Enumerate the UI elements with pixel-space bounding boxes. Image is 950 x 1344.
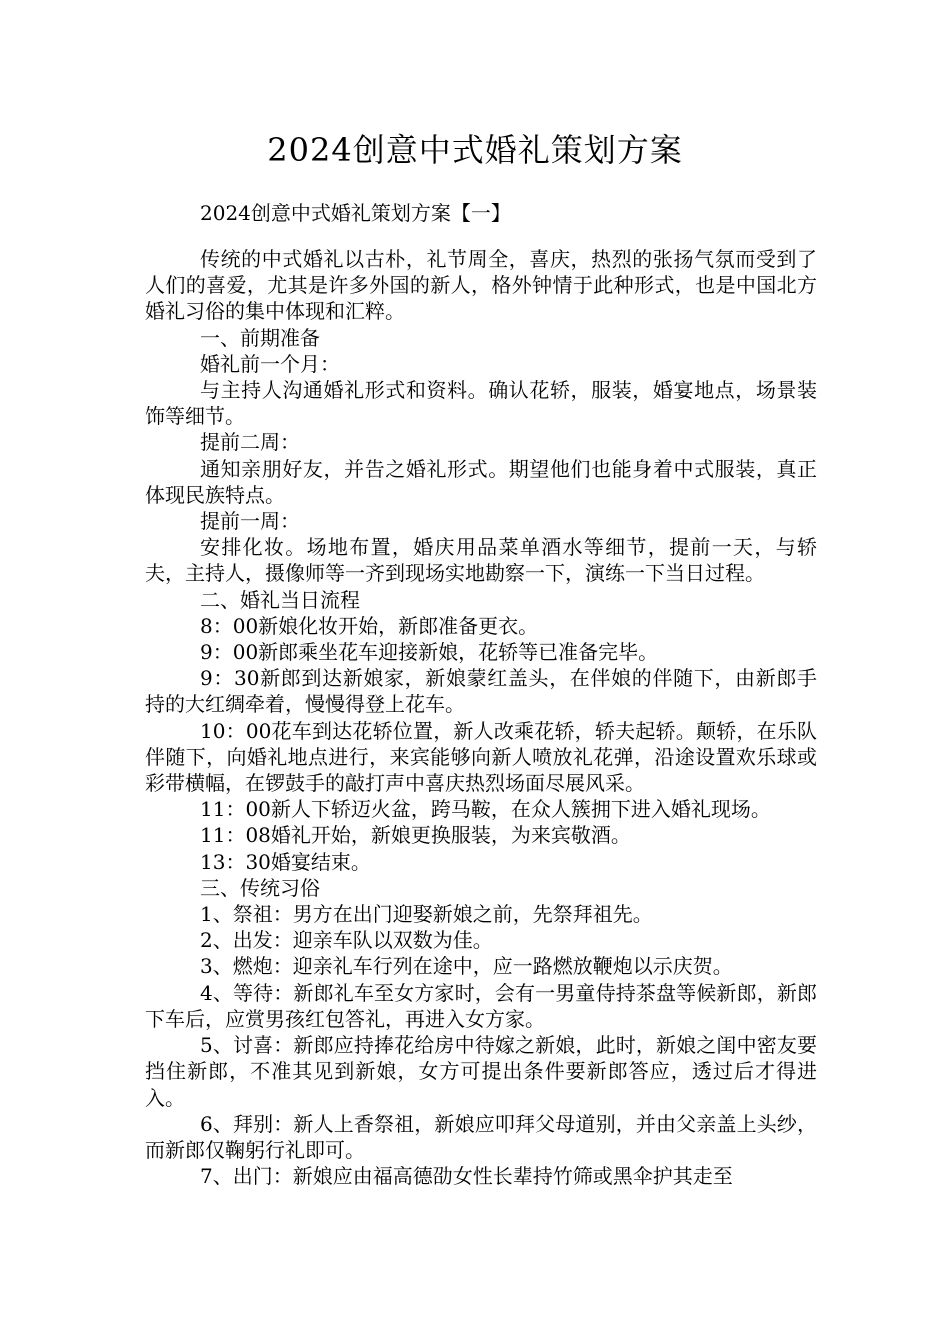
paragraph: 6、拜别：新人上香祭祖，新娘应叩拜父母道别，并由父亲盖上头纱，而新郎仅鞠躬行礼即可。 xyxy=(145,1111,817,1162)
paragraph: 10：00花车到达花轿位置，新人改乘花轿，轿夫起轿。颠轿，在乐队伴随下，向婚礼地点进行，来宾能够向新人喷放礼花弹，沿途设置欢乐球或彩带横幅，在锣鼓手的敲打声中喜庆热烈场面尽展风采。 xyxy=(145,718,817,796)
paragraph: 1、祭祖：男方在出门迎娶新娘之前，先祭拜祖先。 xyxy=(200,902,653,927)
paragraph: 3、燃炮：迎亲礼车行列在途中，应一路燃放鞭炮以示庆贺。 xyxy=(200,954,733,979)
paragraph: 提前一周： xyxy=(200,509,300,534)
paragraph: 11：08婚礼开始，新娘更换服装，为来宾敬酒。 xyxy=(200,823,631,848)
paragraph: 通知亲朋好友，并告之婚礼形式。期望他们也能身着中式服装，真正体现民族特点。 xyxy=(145,456,817,507)
paragraph: 安排化妆。场地布置，婚庆用品菜单酒水等细节，提前一天，与轿夫，主持人，摄像师等一齐到现场实地勘察一下，演练一下当日过程。 xyxy=(145,535,817,586)
paragraph: 8：00新娘化妆开始，新郎准备更衣。 xyxy=(200,613,539,638)
paragraph: 13：30婚宴结束。 xyxy=(200,849,371,874)
paragraph: 9：30新郎到达新娘家，新娘蒙红盖头，在伴娘的伴随下，由新郎手持的大红绸牵着，慢慢得登上花车。 xyxy=(145,666,817,717)
paragraph: 提前二周： xyxy=(200,430,300,455)
document-body xyxy=(145,246,817,1189)
paragraph: 9：00新郎乘坐花车迎接新娘，花轿等已准备完毕。 xyxy=(200,640,659,665)
paragraph: 二、婚礼当日流程 xyxy=(200,587,360,612)
paragraph: 婚礼前一个月： xyxy=(200,351,340,376)
paragraph: 传统的中式婚礼以古朴，礼节周全，喜庆，热烈的张扬气氛而受到了人们的喜爱，尤其是许多外国的新人，格外钟情于此种形式，也是中国北方婚礼习俗的集中体现和汇粹。 xyxy=(145,247,817,324)
paragraph: 5、讨喜：新郎应持捧花给房中待嫁之新娘，此时，新娘之闺中密友要挡住新郎，不准其见到新娘，女方可提出条件要新郎答应，透过后才得进入。 xyxy=(145,1033,817,1110)
section-heading: 2024创意中式婚礼策划方案【一】 xyxy=(200,201,511,225)
paragraph: 三、传统习俗 xyxy=(200,875,320,900)
document-title: 2024创意中式婚礼策划方案 xyxy=(267,131,683,169)
paragraph: 4、等待：新郎礼车至女方家时，会有一男童侍持茶盘等候新郎，新郎下车后，应赏男孩红包答礼，再进入女方家。 xyxy=(145,980,817,1031)
paragraph: 与主持人沟通婚礼形式和资料。确认花轿，服装，婚宴地点，场景装饰等细节。 xyxy=(145,378,817,429)
paragraph: 2、出发：迎亲车队以双数为佳。 xyxy=(200,928,493,953)
paragraph: 7、出门：新娘应由福高德劭女性长辈持竹筛或黑伞护其走至 xyxy=(200,1164,733,1189)
paragraph: 11：00新人下轿迈火盆，跨马鞍，在众人簇拥下进入婚礼现场。 xyxy=(200,797,771,822)
paragraph: 一、前期准备 xyxy=(200,325,320,350)
